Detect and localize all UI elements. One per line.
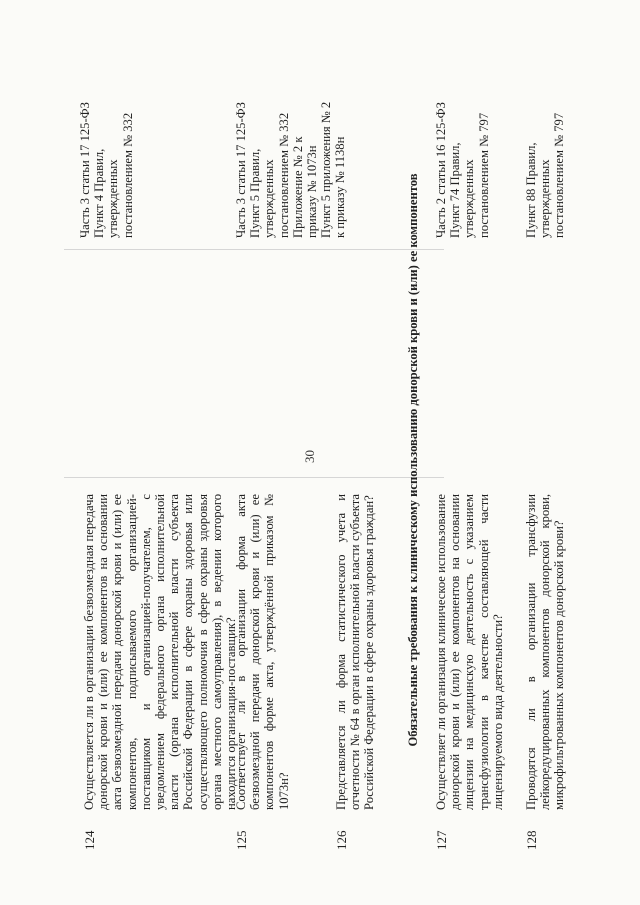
page-number: 30: [302, 450, 317, 463]
reference-line: утвержденных: [262, 159, 277, 238]
reference-line: постановлением № 797: [476, 112, 491, 238]
reference-line: Пункт 74 Правил,: [448, 142, 463, 238]
reference-line: Приложение № 2 к: [290, 136, 305, 238]
column-divider: [64, 249, 444, 250]
legal-reference: [434, 58, 491, 238]
reference-line: Пункт 88 Правил,: [524, 142, 538, 238]
row-number: 126: [334, 830, 349, 850]
question-text: Проводятся ли в организации трансфузии лейкоредуцированных компонентов донорской крови, микрофильтрованных компонентов донорской крови?: [524, 494, 567, 810]
reference-line: утвержденных: [106, 159, 121, 238]
row-number: 125: [234, 830, 249, 850]
row-number: 124: [82, 830, 97, 850]
row-number: 127: [434, 830, 449, 850]
reference-line: утвержденных: [462, 159, 477, 238]
question-text: Осуществляется ли в организации безвозмездная передача донорской крови и (или) ее компонентов на основании акта безвозмездной передачи донорской крови и (или) ее компонентов, подписываемого организацией-поставщиком и организацией-получателем, с уведомлением федерального органа исполнительной власти (органа исполнительной власти субъекта Российской Федерации в сфере охраны здоровья или осуществляющего полномочия в сфере охраны здоровья органа местного самоуправления), в ведении которого находится организация-поставщик?: [82, 494, 239, 810]
legal-reference: [234, 58, 348, 238]
reference-line: постановлением № 332: [120, 112, 135, 238]
question-text: Осуществляет ли организация клиническое использование донорской крови и (или) ее компонентов на основании лицензии на медицинскую деятельность с указанием трансфузиологии в качестве составляющей части лицензируемого вида деятельности?: [434, 494, 505, 810]
reference-line: постановлением № 797: [552, 112, 567, 238]
legal-reference: [524, 58, 567, 238]
reference-line: Часть 3 статьи 17 125-ФЗ: [234, 102, 248, 238]
reference-line: Пункт 5 приложения № 2: [319, 101, 334, 238]
column-divider: [64, 477, 444, 478]
reference-line: Пункт 5 Правил,: [248, 148, 263, 238]
reference-line: Часть 2 статьи 16 125-ФЗ: [434, 102, 448, 238]
reference-line: приказу № 1073н: [305, 145, 320, 238]
section-heading: Обязательные требования к клиническому использованию донорской крови и (или) ее компонентов: [406, 173, 420, 747]
reference-line: к приказу № 1138н: [333, 136, 348, 238]
question-text: Соответствует ли в организации форма акта безвозмездной передачи донорской крови и (или) ее компонентов форме акта, утверждённой приказом № 1073н?: [234, 494, 291, 810]
reference-line: постановлением № 332: [276, 112, 291, 238]
question-text: Представляется ли форма статистического учета и отчетности № 64 в орган исполнительной власти субъекта Российской Федерации в сфере охраны здоровья граждан?: [334, 494, 377, 810]
reference-line: утвержденных: [538, 159, 553, 238]
reference-line: Часть 3 статьи 17 125-ФЗ: [78, 102, 92, 238]
rotated-table: [64, 50, 567, 850]
row-number: 128: [524, 830, 539, 850]
legal-reference: [78, 58, 135, 238]
reference-line: Пункт 4 Правил,: [92, 148, 107, 238]
